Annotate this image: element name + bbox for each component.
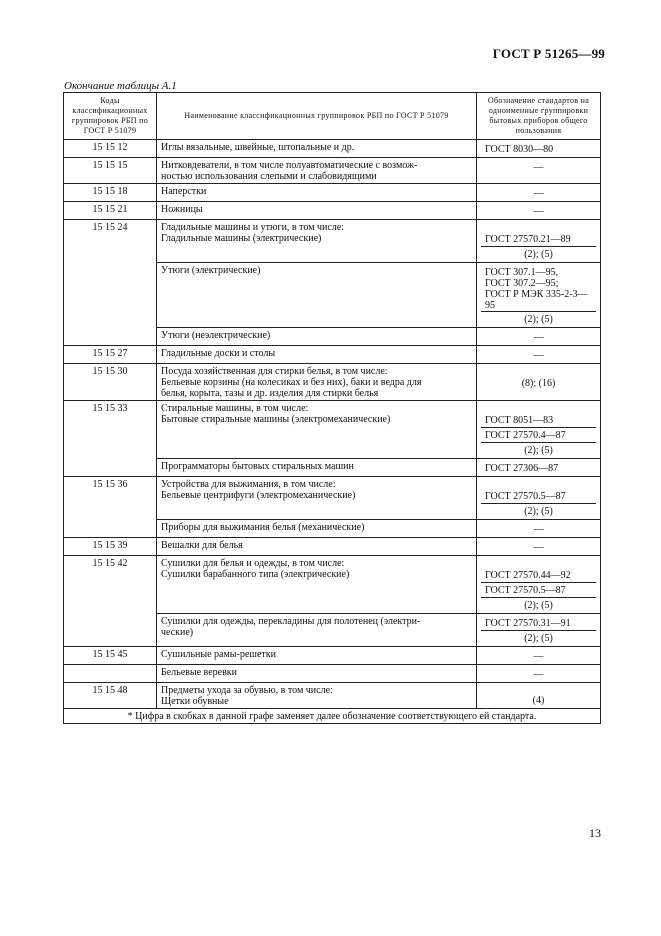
table-row <box>64 140 601 158</box>
row-name <box>157 614 477 647</box>
row-name-text: Сушилки для белья и одежды, в том числе: Сушилки барабанного типа (электрические) <box>161 558 350 580</box>
row-name-text: Сушильные рамы-решетки <box>161 649 277 660</box>
standard-reference: ГОСТ 8051—83 <box>485 415 554 426</box>
standard-reference: — <box>533 350 544 361</box>
row-code: 15 15 33 <box>64 401 157 477</box>
row-standards <box>477 614 601 647</box>
standard-reference: ГОСТ 27570.31—91 <box>485 618 571 629</box>
row-name-text: Посуда хозяйственная для стирки белья, в том числе: Бельевые корзины (на колесиках и без них), баки и ведра для белья, корыта, тазы и др. изделия для стирки белья <box>161 366 422 399</box>
standard-reference: — <box>533 332 544 343</box>
row-code: 15 15 27 <box>64 346 157 364</box>
row-name <box>157 364 477 401</box>
standard-reference: (8); (16) <box>521 377 556 389</box>
row-standards <box>477 184 601 202</box>
row-name-text: Гладильные машины и утюги, в том числе: Гладильные машины (электрические) <box>161 222 345 244</box>
standard-reference: (2); (5) <box>481 246 596 261</box>
row-code: 15 15 42 <box>64 556 157 647</box>
standard-reference: — <box>533 651 544 662</box>
column-header-codes: Коды классификационных группировок РБП по ГОСТ Р 51079 <box>64 93 157 140</box>
standard-reference: — <box>533 669 544 680</box>
standard-reference: (2); (5) <box>481 311 596 326</box>
row-standards <box>477 140 601 158</box>
row-name-text: Программаторы бытовых стиральных машин <box>161 461 354 472</box>
row-code: 15 15 48 <box>64 683 157 709</box>
row-standards <box>477 477 601 520</box>
table-caption: Окончание таблицы А.1 <box>64 80 177 92</box>
row-name <box>157 346 477 364</box>
table-header-row <box>64 93 601 140</box>
standard-reference: ГОСТ 307.1—95, ГОСТ 307.2—95; ГОСТ Р МЭК 335-2-3—95 <box>485 267 588 311</box>
page-number: 13 <box>589 826 601 840</box>
standard-reference: ГОСТ 27570.5—87 <box>481 582 596 597</box>
row-code: 15 15 30 <box>64 364 157 401</box>
table-row <box>64 346 601 364</box>
row-standards <box>477 328 601 346</box>
row-name <box>157 459 477 477</box>
table-row <box>64 401 601 459</box>
standard-reference: — <box>533 206 544 217</box>
row-name <box>157 538 477 556</box>
row-name <box>157 477 477 520</box>
row-name-text: Наперстки <box>161 186 207 197</box>
row-name <box>157 184 477 202</box>
standard-reference: (2); (5) <box>481 630 596 645</box>
standard-reference: (2); (5) <box>481 597 596 612</box>
row-name <box>157 556 477 614</box>
table-row <box>64 220 601 263</box>
row-name <box>157 401 477 459</box>
row-standards <box>477 665 601 683</box>
row-name-text: Сушилки для одежды, перекладины для полотенец (электри- ческие) <box>161 616 421 638</box>
row-code: 15 15 18 <box>64 184 157 202</box>
standard-reference: ГОСТ 27570.4—87 <box>481 427 596 442</box>
row-name <box>157 263 477 328</box>
row-code <box>64 665 157 683</box>
standard-reference: ГОСТ 8030—80 <box>485 144 554 155</box>
footnote-row <box>64 709 601 724</box>
row-name-text: Вешалки для белья <box>161 540 243 551</box>
row-code: 15 15 24 <box>64 220 157 346</box>
row-name-text: Устройства для выжимания, в том числе: Бельевые центрифуги (электромеханические) <box>161 479 356 501</box>
table-row <box>64 477 601 520</box>
table-footnote: * Цифра в скобках в данной графе заменяет далее обозначение соответствующего ей стандарта. <box>64 709 601 724</box>
standard-reference: (2); (5) <box>481 503 596 518</box>
row-standards <box>477 158 601 184</box>
row-name-text: Ножницы <box>161 204 203 215</box>
row-code: 15 15 15 <box>64 158 157 184</box>
row-standards <box>477 683 601 709</box>
column-header-names: Наименование классификационных группировок РБП по ГОСТ Р 51079 <box>157 93 477 140</box>
table-row <box>64 556 601 614</box>
row-name <box>157 202 477 220</box>
table-row <box>64 202 601 220</box>
standard-designation: ГОСТ Р 51265—99 <box>492 46 605 61</box>
row-name-text: Стиральные машины, в том числе: Бытовые стиральные машины (электромеханические) <box>161 403 391 425</box>
row-name-text: Приборы для выжимания белья (механические) <box>161 522 365 533</box>
row-code: 15 15 45 <box>64 647 157 665</box>
table-row <box>64 538 601 556</box>
row-standards <box>477 263 601 328</box>
row-code: 15 15 36 <box>64 477 157 538</box>
column-header-standards: Обозначение стандартов на одноименные группировки бытовых приборов общего пользования <box>477 93 601 140</box>
row-name-text: Бельевые веревки <box>161 667 238 678</box>
row-standards <box>477 364 601 401</box>
row-standards <box>477 202 601 220</box>
table-row <box>64 665 601 683</box>
row-code: 15 15 39 <box>64 538 157 556</box>
row-name <box>157 520 477 538</box>
standard-reference: (4) <box>532 695 545 706</box>
table-body <box>64 140 601 709</box>
row-name <box>157 158 477 184</box>
row-name <box>157 683 477 709</box>
row-standards <box>477 401 601 459</box>
row-name-text: Нитковдеватели, в том числе полуавтоматические с возмож- ностью использования слепыми и слабовидящими <box>161 160 418 182</box>
row-name-text: Утюги (электрические) <box>161 265 261 276</box>
row-name-text: Предметы ухода за обувью, в том числе: Щетки обувные <box>161 685 333 707</box>
standard-reference: — <box>533 162 544 173</box>
row-code: 15 15 21 <box>64 202 157 220</box>
row-name <box>157 647 477 665</box>
row-standards <box>477 459 601 477</box>
standard-reference: — <box>533 188 544 199</box>
row-name-text: Иглы вязальные, швейные, штопальные и др. <box>161 142 355 153</box>
row-name-text: Утюги (неэлектрические) <box>161 330 271 341</box>
row-standards <box>477 220 601 263</box>
standard-reference: (2); (5) <box>481 442 596 457</box>
table-row <box>64 184 601 202</box>
table-row <box>64 364 601 401</box>
standard-reference: — <box>533 524 544 535</box>
table-row <box>64 158 601 184</box>
table-row <box>64 683 601 709</box>
standard-reference: ГОСТ 27570.21—89 <box>485 234 571 245</box>
standard-reference: ГОСТ 27306—87 <box>485 463 559 474</box>
standard-reference: — <box>533 542 544 553</box>
row-name <box>157 665 477 683</box>
table-row <box>64 647 601 665</box>
row-code: 15 15 12 <box>64 140 157 158</box>
row-name-text: Гладильные доски и столы <box>161 348 276 359</box>
standard-reference: ГОСТ 27570.44—92 <box>485 570 571 581</box>
row-name <box>157 328 477 346</box>
row-standards <box>477 538 601 556</box>
row-name <box>157 220 477 263</box>
standard-reference: ГОСТ 27570.5—87 <box>485 491 566 502</box>
classification-table <box>63 92 601 724</box>
row-name <box>157 140 477 158</box>
row-standards <box>477 556 601 614</box>
row-standards <box>477 647 601 665</box>
row-standards <box>477 346 601 364</box>
row-standards <box>477 520 601 538</box>
